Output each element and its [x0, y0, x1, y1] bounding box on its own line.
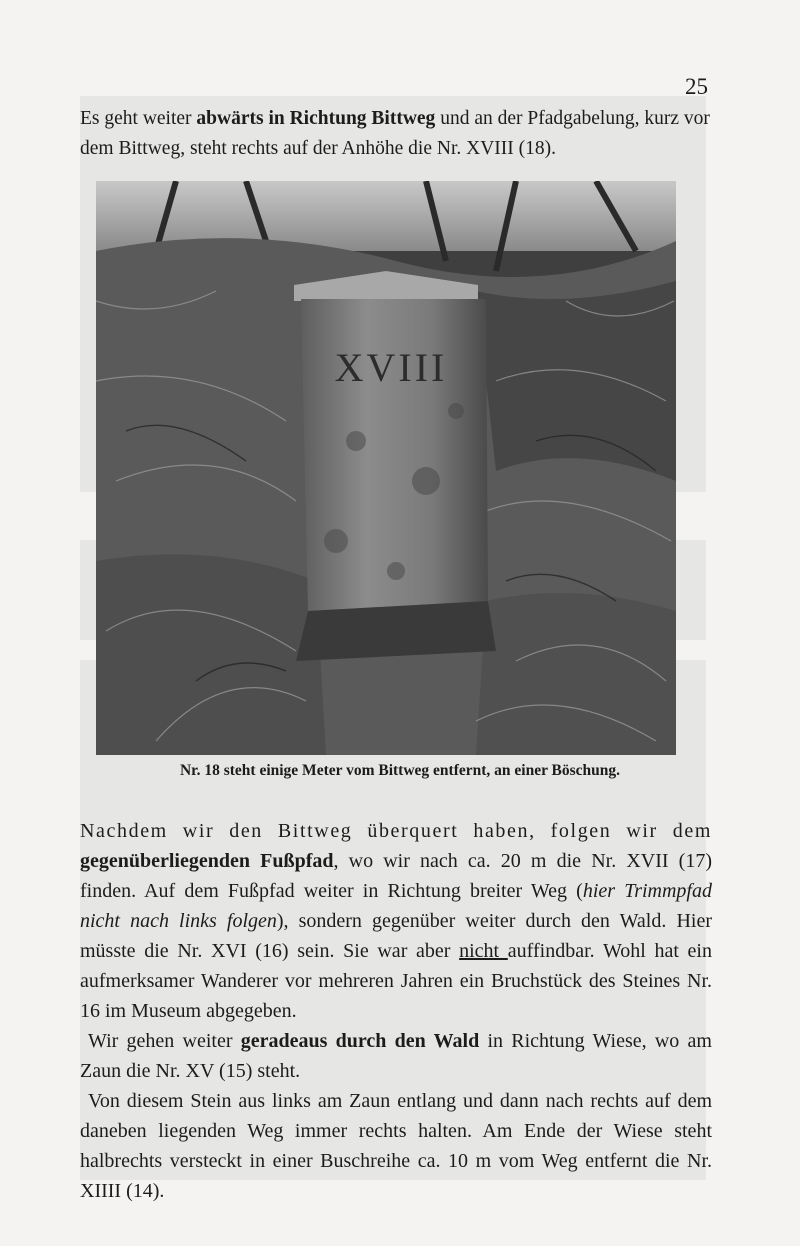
intro-paragraph: Es geht weiter abwärts in Richtung Bittweg und an der Pfadgabelung, kurz vor dem Bittweg, steht rechts auf der Anhöhe die Nr. XVIII (18). [80, 108, 710, 159]
stone-inscription: XVIII [334, 345, 448, 390]
boundary-stone-photo [96, 181, 676, 755]
body-text [80, 816, 712, 1206]
underlined-word: nicht [459, 940, 508, 962]
paragraph-2: Wir gehen weiter geradeaus durch den Wald in Richtung Wiese, wo am Zaun die Nr. XV (15) steht. [80, 1030, 712, 1082]
emphasis: abwärts in Richtung Bittweg [196, 108, 436, 129]
page-number: 25 [685, 74, 708, 99]
paragraph-3: Von diesem Stein aus links am Zaun entlang und dann nach rechts auf dem daneben liegenden Weg immer rechts halten. Am Ende der Wiese steht halbrechts versteckt in einer Buschreihe ca. 10 m vom Weg entfernt die Nr. XIIII (14). [80, 1090, 712, 1202]
italic-note: hier Trimmpfad nicht nach links folgen [80, 880, 712, 932]
emphasis: gegenüberliegenden Fußpfad [80, 850, 334, 872]
emphasis: geradeaus durch den Wald [240, 1030, 480, 1052]
paragraph-1: Nachdem wir den Bittweg überquert haben, folgen wir dem gegenüberliegenden Fußpfad, wo wir nach ca. 20 m die Nr. XVII (17) finden. Auf dem Fußpfad weiter in Richtung breiter Weg (hier Trimmpfad nicht nach links folgen), sondern gegenüber weiter durch den Wald. Hier müsste die Nr. XVI (16) sein. Sie war aber nicht auffindbar. Wohl hat ein aufmerksamer Wanderer vor mehreren Jahren ein Bruchstück des Steines Nr. 16 im Museum abgegeben. [80, 820, 712, 1022]
photo-caption: Nr. 18 steht einige Meter vom Bittweg entfernt, an einer Böschung. [179, 762, 621, 779]
